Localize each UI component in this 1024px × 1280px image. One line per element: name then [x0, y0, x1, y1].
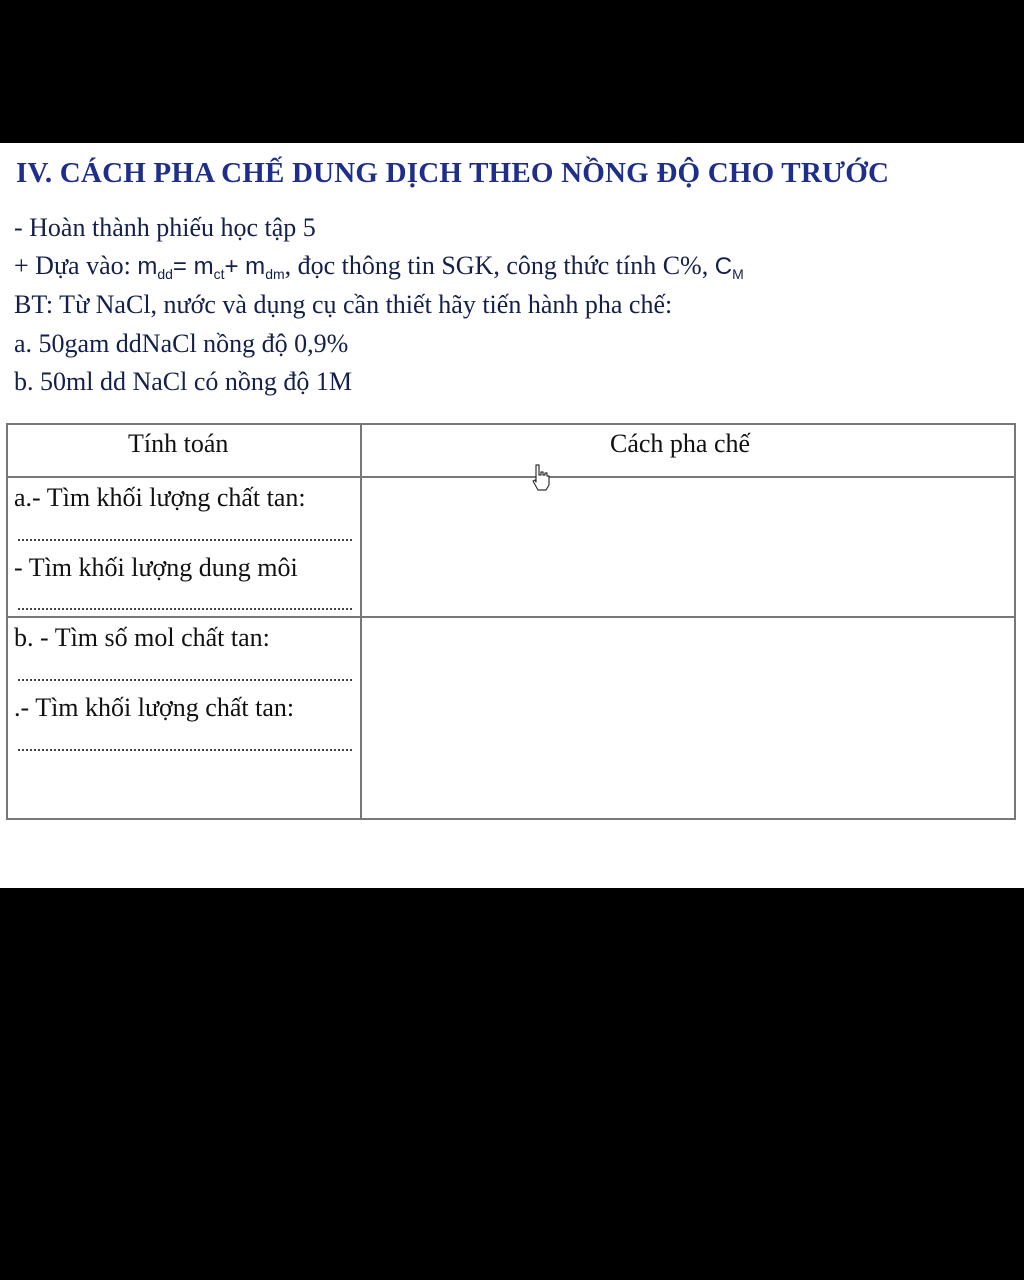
- part-a-line: a. 50gam ddNaCl nồng độ 0,9%: [14, 329, 349, 358]
- formula-eq: = m: [172, 253, 214, 280]
- header-divider: [8, 476, 1014, 478]
- hand-cursor-icon: [530, 463, 554, 493]
- formula-m: m: [137, 253, 158, 280]
- based-suffix: , đọc thông tin SGK, công thức tính C%,: [284, 251, 715, 280]
- answer-dots: [18, 539, 352, 541]
- column-divider: [360, 425, 362, 818]
- formula-sub-dm: dm: [265, 266, 285, 282]
- mass-formula: [137, 253, 284, 280]
- cell-a-solvent-mass: - Tìm khối lượng dung môi: [14, 553, 298, 582]
- exercise-line: BT: Từ NaCl, nước và dụng cụ cần thiết hãy tiến hành pha chế:: [14, 290, 673, 319]
- header-calculation: Tính toán: [128, 429, 229, 458]
- part-b-line: b. 50ml dd NaCl có nồng độ 1M: [14, 367, 352, 396]
- cm-sub: M: [732, 266, 744, 282]
- cell-b-solute-mass: .- Tìm khối lượng chất tan:: [14, 693, 295, 722]
- answer-dots: [18, 608, 352, 610]
- cm-symbol: [715, 253, 744, 280]
- row-divider: [8, 616, 1014, 618]
- section-heading: IV. CÁCH PHA CHẾ DUNG DỊCH THEO NỒNG ĐỘ CHO TRƯỚC: [16, 157, 890, 189]
- cell-b-solute-mol: b. - Tìm số mol chất tan:: [14, 623, 270, 652]
- formula-sub-ct: ct: [213, 266, 225, 282]
- worksheet: [0, 143, 1024, 888]
- answer-dots: [18, 749, 352, 751]
- formula-sub-dd: dd: [157, 266, 173, 282]
- task-line: - Hoàn thành phiếu học tập 5: [14, 213, 316, 242]
- answer-dots: [18, 679, 352, 681]
- header-preparation: Cách pha chế: [610, 429, 751, 458]
- based-on-line: [14, 251, 744, 282]
- formula-plus: + m: [224, 253, 266, 280]
- cm-c: C: [714, 253, 733, 280]
- worksheet-table: [6, 423, 1016, 820]
- based-prefix: + Dựa vào:: [14, 251, 138, 280]
- cell-a-solute-mass: a.- Tìm khối lượng chất tan:: [14, 483, 306, 512]
